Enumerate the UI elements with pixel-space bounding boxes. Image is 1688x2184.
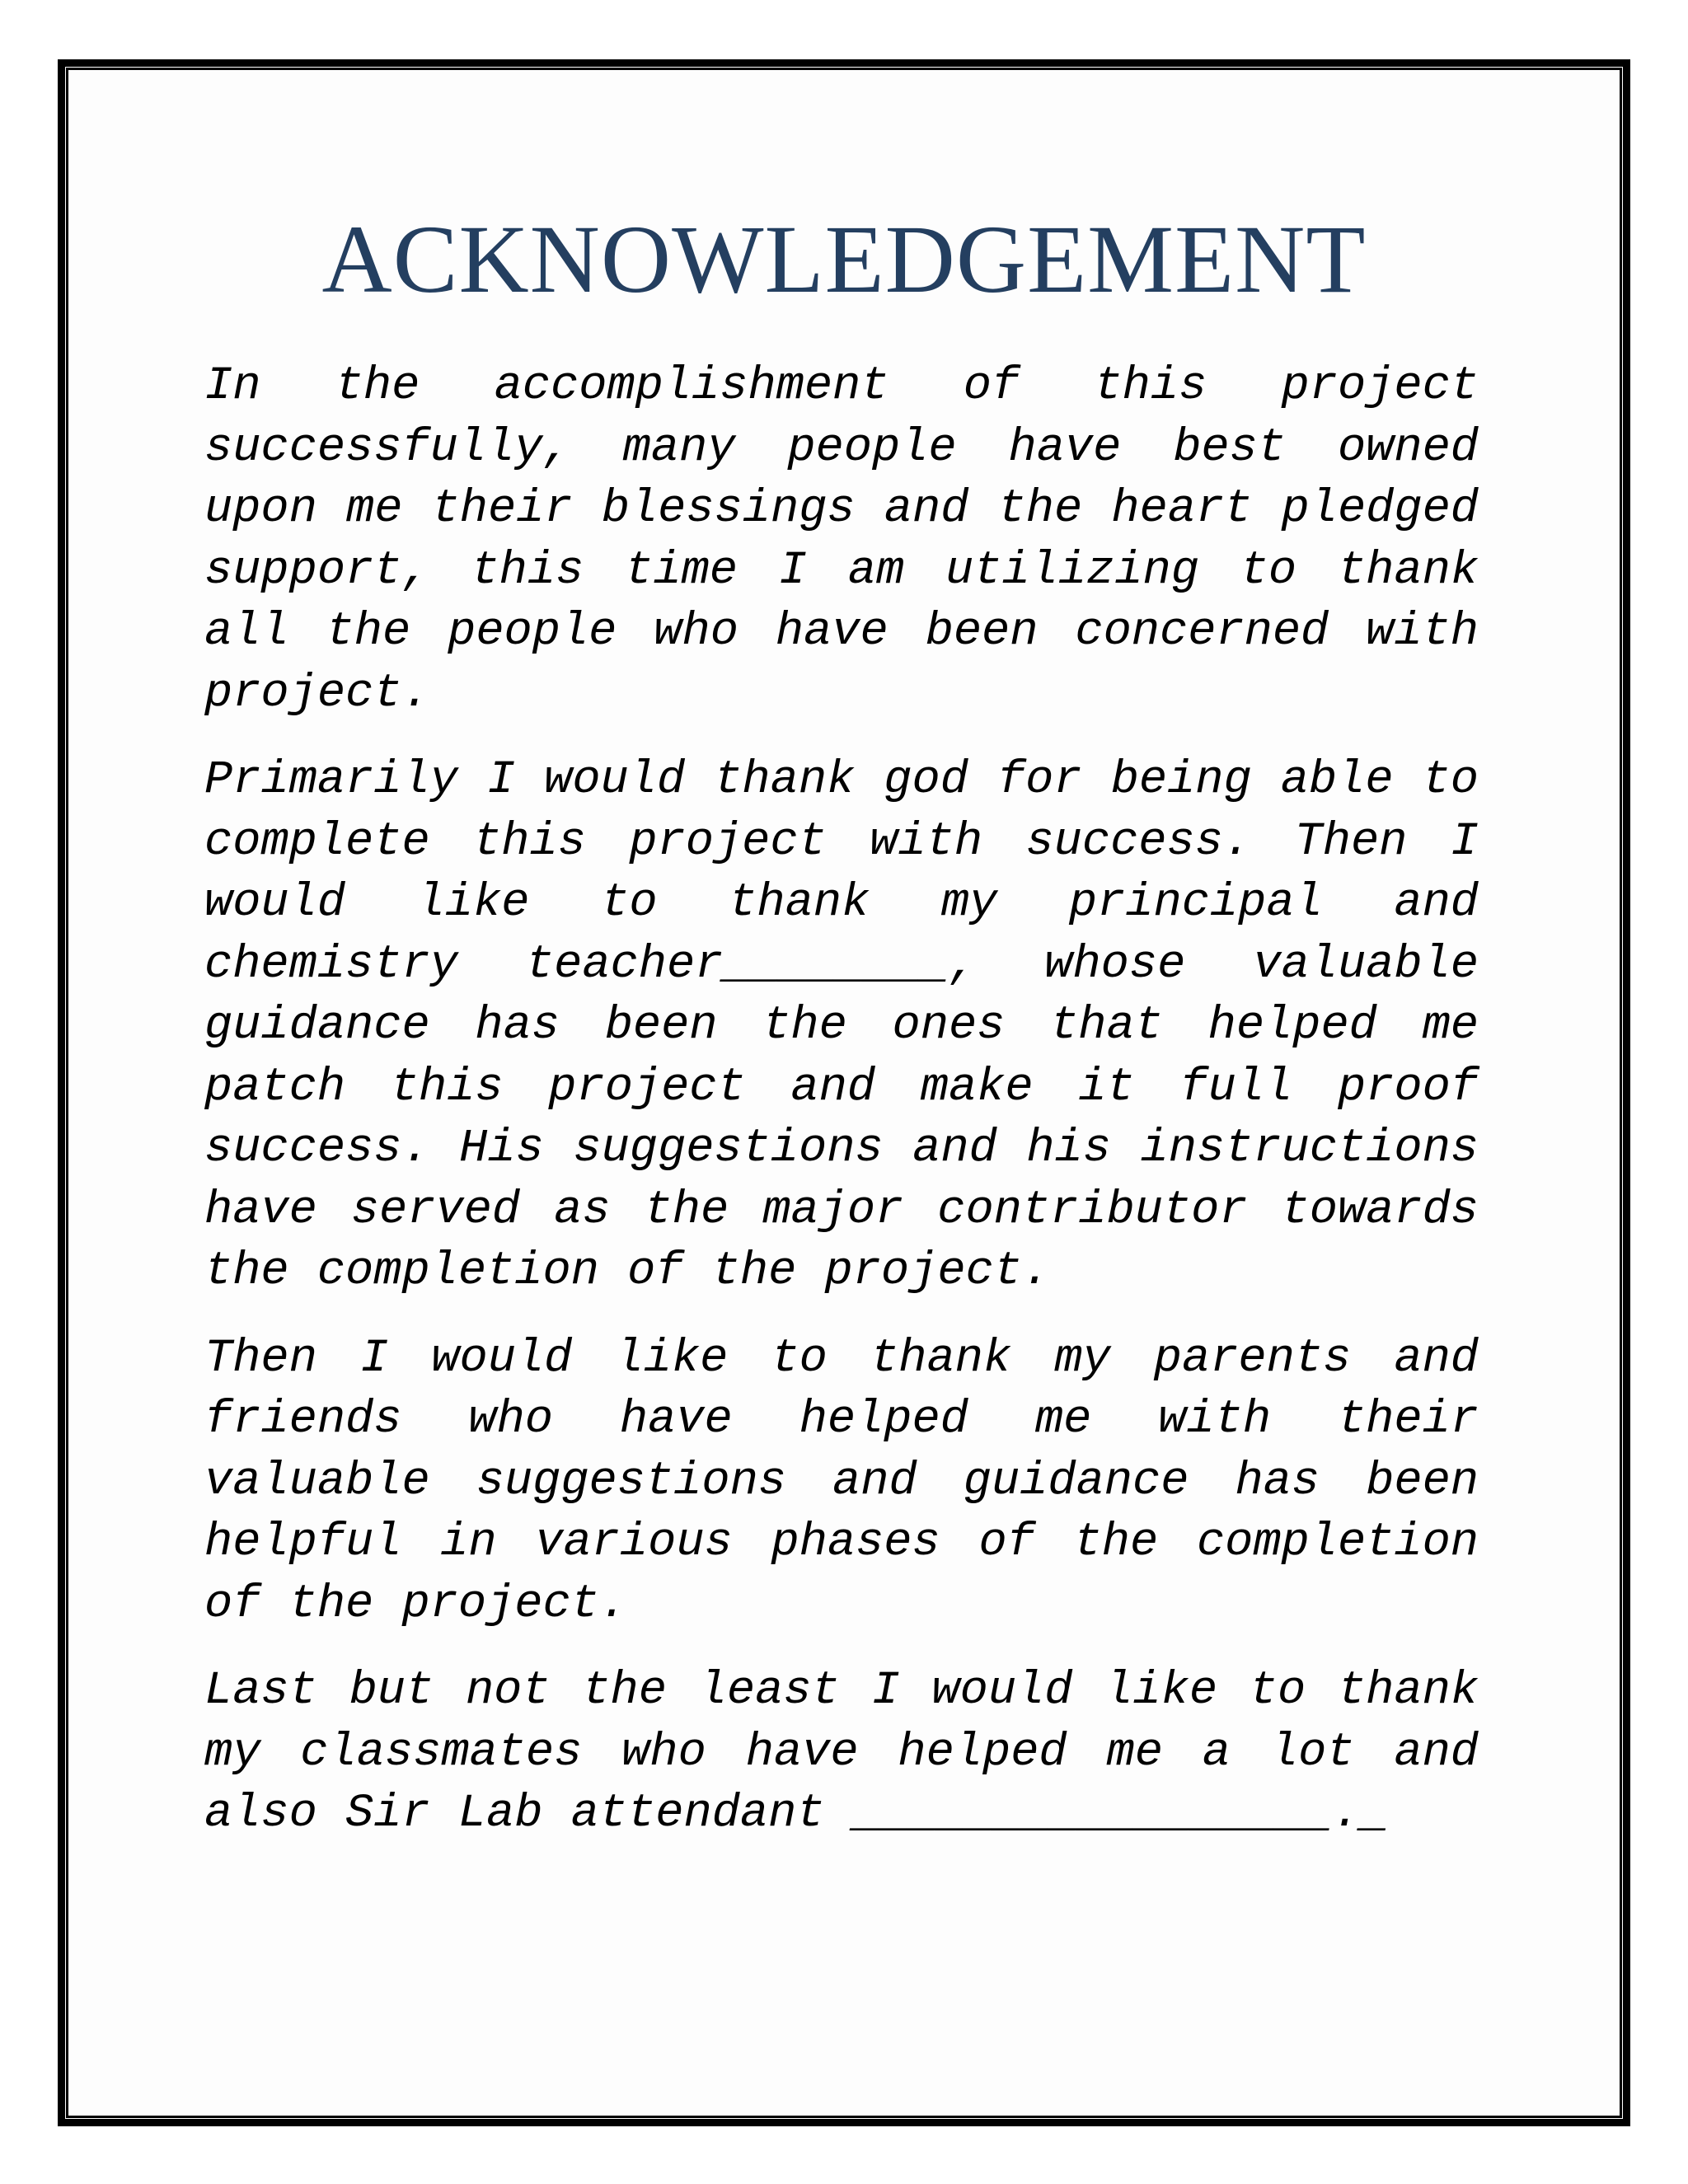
paragraph-4: Last but not the least I would like to thank my classmates who have helped me a lot and also Sir Lab attendant _________________._ xyxy=(204,1665,1479,1840)
page-title: ACKNOWLEDGEMENT xyxy=(321,205,1367,313)
paragraph-1: In the accomplishment of this project successfully, many people have best owned upon me their blessings and the heart pledged support, this time I am utilizing to thank all the people who have been concerned with project. xyxy=(204,360,1479,720)
paragraph-3: Then I would like to thank my parents and friends who have helped me with their valuable suggestions and guidance has been helpful in various phases of the completion of the project. xyxy=(204,1332,1479,1631)
acknowledgement-body xyxy=(204,356,1479,1871)
paragraph-2: Primarily I would thank god for being able to complete this project with success. Then I would like to thank my principal and chemistry teacher________, whose valuable guidance has been the ones that helped me patch this project and make it full proof success. His suggestions and his instructions have served as the major contributor towards the completion of the project. xyxy=(204,754,1479,1298)
